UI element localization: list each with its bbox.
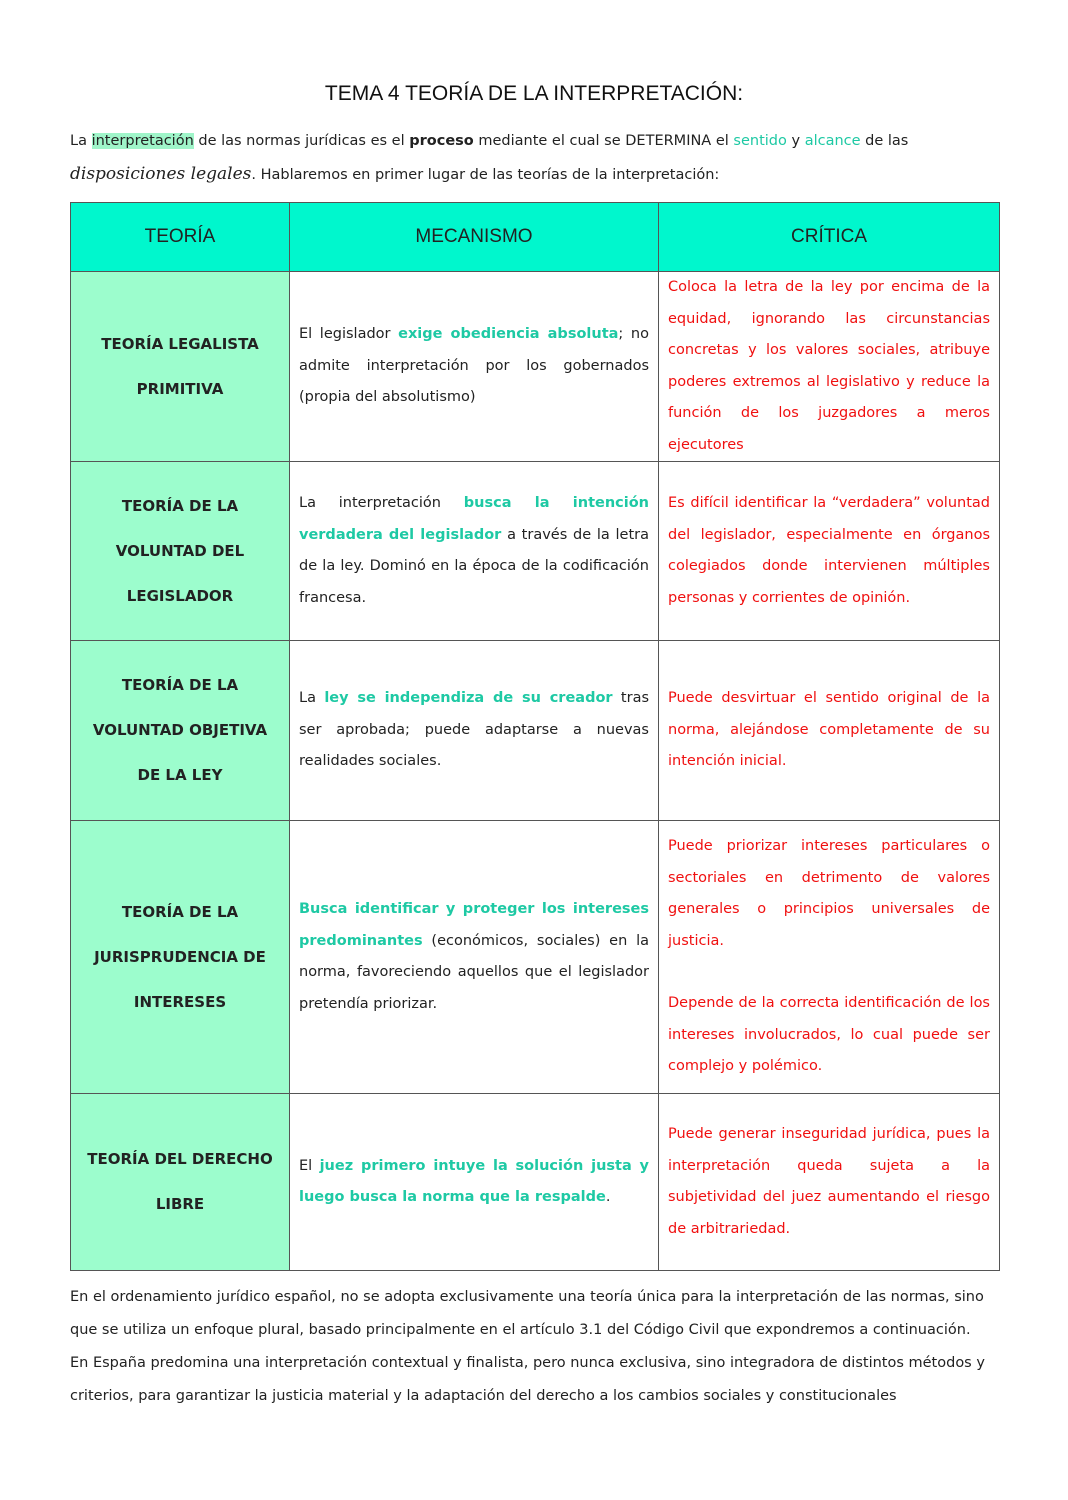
theory-line: TEORÍA LEGALISTA <box>101 334 259 353</box>
theory-name <box>71 462 290 641</box>
intro-text: mediante el cual se DETERMINA el <box>473 133 734 149</box>
critique-cell <box>659 272 1000 462</box>
table-row <box>71 462 1000 641</box>
theory-name <box>71 1094 290 1271</box>
critique-text: Puede desvirtuar el sentido original de la norma, alejándose completamente de su intención inicial. <box>668 690 990 770</box>
table-row <box>71 1094 1000 1271</box>
mechanism-text: a través de la letra de la ley. Dominó en la época de la codificación francesa. <box>299 526 650 606</box>
bold-term: proceso <box>409 133 474 149</box>
mechanism-cell <box>290 641 659 821</box>
intro-text: y <box>786 133 805 149</box>
critique-cell <box>659 1094 1000 1271</box>
theory-line: TEORÍA DE LA <box>121 902 239 921</box>
table-row <box>71 641 1000 821</box>
mechanism-text: . <box>605 1189 611 1205</box>
intro-text: de las <box>860 133 909 149</box>
theory-line: LEGISLADOR <box>126 586 234 605</box>
theory-line: TEORÍA DEL DERECHO <box>87 1150 273 1168</box>
mechanism-text: tras ser aprobada; puede adaptarse a nuevas realidades sociales. <box>299 690 650 770</box>
column-header: CRÍTICA <box>659 203 1000 272</box>
teal-term: sentido <box>733 133 787 149</box>
column-header: MECANISMO <box>290 203 659 272</box>
critique-cell <box>659 821 1000 1094</box>
theory-line: JURISPRUDENCIA DE <box>94 947 266 966</box>
highlighted-phrase: busca la intención verdadera del legislador <box>299 495 650 543</box>
theory-name <box>71 641 290 821</box>
highlighted-phrase: Busca identificar y proteger los intereses predominantes <box>299 901 649 949</box>
theory-name <box>71 272 290 462</box>
critique-cell <box>659 641 1000 821</box>
theory-name <box>71 821 290 1094</box>
theory-line: PRIMITIVA <box>136 379 224 398</box>
highlighted-term: interpretación <box>91 133 194 149</box>
table-row <box>71 821 1000 1094</box>
theory-line: VOLUNTAD DEL <box>115 541 245 560</box>
theory-line: LIBRE <box>155 1195 205 1213</box>
theories-table <box>70 202 1000 1271</box>
theory-line: VOLUNTAD OBJETIVA <box>92 721 268 739</box>
mechanism-cell <box>290 1094 659 1271</box>
script-term: disposiciones legales <box>70 164 252 184</box>
critique-text: Depende de la correcta identificación de los intereses involucrados, lo cual puede ser complejo y polémico. <box>668 995 990 1075</box>
theory-line: DE LA LEY <box>137 766 223 784</box>
column-header: TEORÍA <box>71 203 290 272</box>
intro-text: de las normas jurídicas es el <box>193 133 410 149</box>
mechanism-text: ; no admite interpretación por los gobernados (propia del absolutismo) <box>299 326 649 406</box>
intro-paragraph <box>70 125 986 192</box>
highlighted-phrase: juez primero intuye la solución justa y luego busca la norma que la respalde <box>299 1157 649 1205</box>
mechanism-cell <box>290 821 659 1094</box>
mechanism-cell <box>290 272 659 462</box>
critique-text: Es difícil identificar la “verdadera” voluntad del legislador, especialmente en órganos colegiados donde intervienen múltiples personas y corrientes de opinión. <box>668 495 990 606</box>
highlighted-phrase: ley se independiza de su creador <box>324 690 613 707</box>
page-title: TEMA 4 TEORÍA DE LA INTERPRETACIÓN: <box>324 82 744 105</box>
mechanism-text: El legislador <box>299 326 399 343</box>
mechanism-text: (económicos, sociales) en la norma, favoreciendo aquellos que el legislador pretendía priorizar. <box>299 932 649 1012</box>
mechanism-cell <box>290 462 659 641</box>
theory-line: TEORÍA DE LA <box>121 676 239 694</box>
table-row <box>71 272 1000 462</box>
critique-cell <box>659 462 1000 641</box>
intro-text: . Hablaremos en primer lugar de las teorías de la interpretación: <box>251 167 720 183</box>
mechanism-text: El <box>299 1157 320 1174</box>
critique-text: Puede generar inseguridad jurídica, pues la interpretación queda sujeta a la subjetividad del juez aumentando el riesgo de arbitrariedad. <box>668 1126 990 1237</box>
closing-paragraph: En España predomina una interpretación contextual y finalista, pero nunca exclusiva, sino integradora de distintos métodos y criterios, para garantizar la justicia material y la adaptación del derecho a los cambios sociales y constitucionales <box>70 1355 985 1404</box>
highlighted-phrase: exige obediencia absoluta <box>398 326 619 343</box>
theory-line: TEORÍA DE LA <box>121 496 239 515</box>
intro-text: La <box>70 133 92 149</box>
critique-text: Puede priorizar intereses particulares o sectoriales en detrimento de valores generales o principios universales de justicia. <box>668 838 990 949</box>
mechanism-text: La <box>299 690 325 707</box>
mechanism-text: La interpretación <box>299 495 464 511</box>
teal-term: alcance <box>804 133 861 149</box>
critique-text: Coloca la letra de la ley por encima de la equidad, ignorando las circunstancias concretas y los valores sociales, atribuye poderes extremos al legislativo y reduce la función de los juzgadores a meros ejecutores <box>668 279 990 453</box>
closing-paragraph: En el ordenamiento jurídico español, no se adopta exclusivamente una teoría única para la interpretación de las normas, sino que se utiliza un enfoque plural, basado principalmente en el artículo 3.1 del Código Civil que expondremos a continuación. <box>70 1289 984 1338</box>
theory-line: INTERESES <box>133 992 227 1011</box>
closing-text <box>70 1281 990 1413</box>
